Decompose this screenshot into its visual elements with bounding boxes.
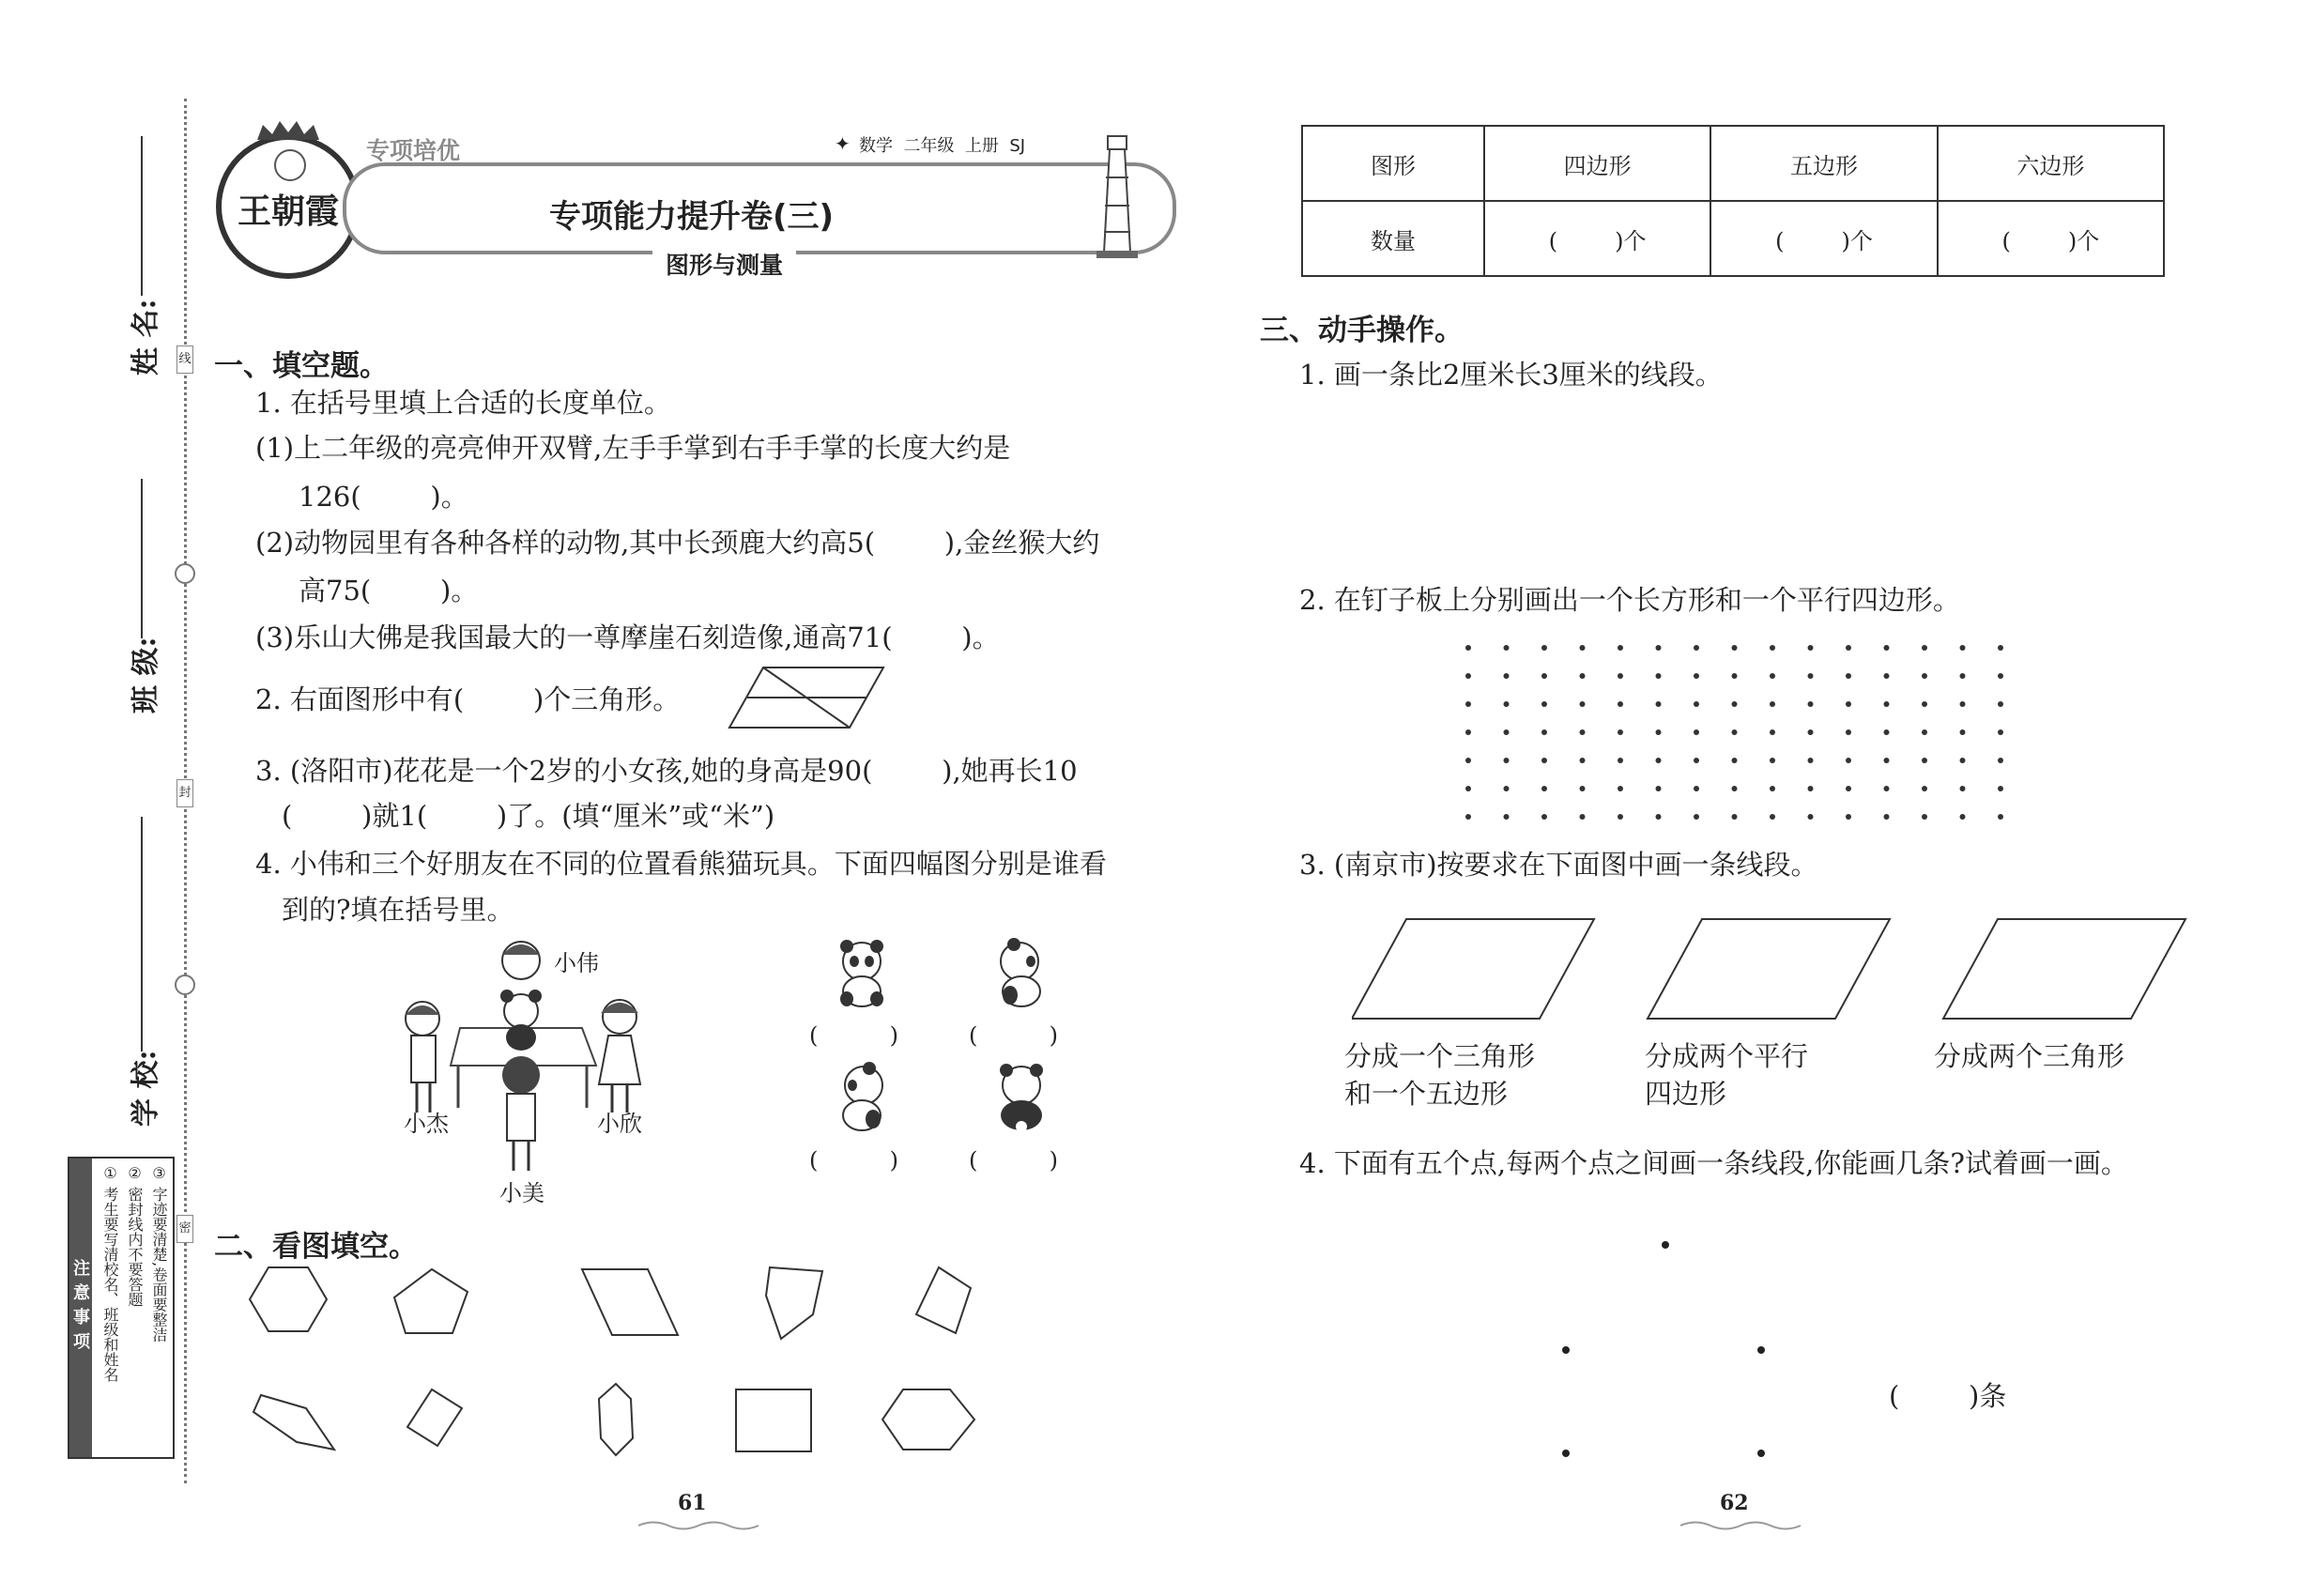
parallelogram-1 [582,1269,678,1335]
peg-dot[interactable] [1808,645,1814,651]
point-mid-left [1562,1346,1570,1354]
table-head-hexa: 六边形 [1938,126,2164,201]
segments-answer[interactable]: ( )条 [1889,1380,2007,1412]
peg-dot[interactable] [1770,645,1775,651]
count-hexa-input[interactable]: ( )个 [1938,201,2164,276]
divide-label-b2: 四边形 [1645,1078,1727,1110]
divide-label-b1: 分成两个平行 [1645,1040,1809,1072]
peg-dot[interactable] [1504,814,1510,820]
notice-box [68,1157,175,1459]
peg-dot[interactable] [1884,673,1890,679]
peg-dot[interactable] [1732,786,1738,791]
paper-title: 专项能力提升卷(三) [549,198,835,236]
kid-name-left: 小杰 [404,1111,449,1137]
peg-dot[interactable] [1504,758,1510,763]
peg-dot[interactable] [1694,786,1699,791]
point-mid-right [1757,1346,1765,1354]
book-meta: 数学 二年级 上册 SJ [859,136,1026,156]
peg-dot[interactable] [1465,729,1471,735]
point-bottom-right [1757,1450,1765,1457]
seal-mark-secret: 密 [176,1215,193,1243]
peg-dot[interactable] [1656,701,1662,707]
peg-dot[interactable] [1884,645,1890,651]
panda-view-4 [993,1061,1050,1134]
peg-dot[interactable] [1465,758,1471,763]
header-banner [211,117,1197,277]
peg-dot[interactable] [1465,786,1471,791]
peg-dot[interactable] [1732,673,1738,679]
peg-dot[interactable] [1998,814,2003,820]
page-number-right: 62 [1720,1491,1749,1515]
peg-dot[interactable] [1732,701,1738,707]
peg-dot[interactable] [1960,701,1966,707]
peg-dot[interactable] [1541,645,1547,651]
peg-dot[interactable] [1504,673,1510,679]
hands-on-q1: 1. 画一条比2厘米长3厘米的线段。 [1299,359,1723,391]
peg-dot[interactable] [1846,814,1851,820]
parallelogram-b [1648,919,1890,1019]
peg-dot[interactable] [1884,786,1890,791]
notice-1: ① 考生要写清校名、班级和姓名 [101,1164,119,1383]
peg-dot[interactable] [1656,673,1662,679]
hexagon-2 [599,1384,633,1455]
peg-dot[interactable] [1998,729,2003,735]
badge-label: 专项培优 [366,137,461,164]
logo-portrait-icon [274,149,306,181]
question-1-2a: (2)动物园里有各种各样的动物,其中长颈鹿大约高5( ),金丝猴大约 [255,527,1100,559]
hexagon-3 [882,1389,974,1450]
section-hands-on: 三、动手操作。 [1260,314,1464,347]
notice-2: ② 密封线内不要答题 [126,1164,144,1308]
peg-dot[interactable] [1998,645,2003,651]
kid-name-top: 小伟 [554,950,599,976]
peg-dot[interactable] [1960,673,1966,679]
pentagon-3 [253,1395,334,1450]
panda-view-3 [834,1061,890,1134]
peg-dot[interactable] [1580,701,1586,707]
peg-dot[interactable] [1960,758,1966,763]
peg-dot[interactable] [1656,758,1662,763]
peg-dot[interactable] [1808,673,1814,679]
peg-dot[interactable] [1504,645,1510,651]
peg-dot[interactable] [1998,701,2003,707]
peg-dot[interactable] [1541,814,1547,820]
peg-dot[interactable] [1808,758,1814,763]
peg-dot[interactable] [1618,729,1623,735]
peg-dot[interactable] [1922,814,1927,820]
peg-dot[interactable] [1732,758,1738,763]
peg-dot[interactable] [1770,729,1775,735]
peg-dot[interactable] [1541,673,1547,679]
panda-view-1 [834,937,890,1010]
logo-text: 王朝霞 [237,192,339,231]
polygon-shapes [244,1258,995,1474]
peg-dot[interactable] [1922,729,1927,735]
peg-dot[interactable] [1998,673,2003,679]
peg-dot[interactable] [1884,701,1890,707]
seal-mark-seal: 封 [176,779,193,807]
peg-dot[interactable] [1694,729,1699,735]
table-row-count-label: 数量 [1302,201,1484,276]
peg-dot[interactable] [1504,701,1510,707]
question-3a: 3. (洛阳市)花花是一个2岁的小女孩,她的身高是90( ),她再长10 [255,755,1078,787]
peg-dot[interactable] [1580,814,1586,820]
question-1-1b: 126( )。 [299,481,468,513]
pentagon-1 [394,1269,468,1333]
peg-dot[interactable] [1960,645,1966,651]
hands-on-q2: 2. 在钉子板上分别画出一个长方形和一个平行四边形。 [1299,584,1960,616]
meta-star-icon: ✦ [835,132,851,155]
panda-answer-4[interactable]: ( ) [969,1147,1059,1174]
peg-dot[interactable] [1808,786,1814,791]
peg-dot[interactable] [1884,729,1890,735]
peg-dot[interactable] [1694,758,1699,763]
hexagon-1 [250,1267,327,1331]
notice-title: 注意事项 [69,1159,92,1457]
seal-circle-icon [175,563,195,584]
hands-on-q4: 4. 下面有五个点,每两个点之间画一条线段,你能画几条?试着画一画。 [1299,1147,2128,1179]
kids-viewing-panda-scene [394,934,667,1188]
peg-dot[interactable] [1770,786,1775,791]
peg-dot[interactable] [1770,701,1775,707]
panda-answer-3[interactable]: ( ) [809,1147,899,1174]
peg-dot[interactable] [1694,701,1699,707]
question-1-3: (3)乐山大佛是我国最大的一尊摩崖石刻造像,通高71( )。 [255,622,1000,653]
page-number-left: 61 [678,1491,707,1515]
point-bottom-left [1562,1450,1570,1457]
peg-dot[interactable] [1504,729,1510,735]
quadrilateral-1 [916,1267,971,1333]
peg-dot[interactable] [1694,814,1699,820]
kid-name-bottom: 小美 [499,1180,544,1206]
peg-dot[interactable] [1960,814,1966,820]
class-line [141,479,143,638]
peg-dot[interactable] [1465,645,1471,651]
class-label: 班 级: [130,637,162,714]
lighthouse-icon [1089,130,1145,262]
peg-dot[interactable] [1922,673,1927,679]
peg-dot[interactable] [1998,758,2003,763]
point-top [1662,1241,1669,1249]
seal-circle-icon [175,974,195,995]
question-1-2b: 高75( )。 [299,575,479,606]
peg-dot[interactable] [1884,758,1890,763]
crown-icon [255,121,321,140]
binding-strip [0,0,207,1596]
peg-dot[interactable] [1846,701,1851,707]
school-label: 学 校: [130,1050,162,1127]
divide-label-a1: 分成一个三角形 [1344,1040,1536,1072]
paper-subtitle: 图形与测量 [652,247,796,281]
name-label: 姓 名: [130,299,162,376]
brand-logo [216,134,360,279]
peg-dot[interactable] [1960,729,1966,735]
peg-dot[interactable] [1580,729,1586,735]
peg-dot[interactable] [1884,814,1890,820]
triangle-count-figure [728,664,887,731]
seal-mark-line: 线 [176,345,193,374]
peg-dot[interactable] [1694,645,1699,651]
peg-dot[interactable] [1694,673,1699,679]
peg-dot[interactable] [1656,786,1662,791]
five-points[interactable] [1540,1230,1784,1474]
divide-parallelograms[interactable] [1352,915,2197,1028]
peg-dot[interactable] [1922,645,1927,651]
peg-dot[interactable] [1465,814,1471,820]
panda-view-2 [993,937,1050,1010]
peg-dot[interactable] [1846,673,1851,679]
peg-dot[interactable] [1732,645,1738,651]
peg-dot[interactable] [1998,786,2003,791]
peg-dot[interactable] [1922,758,1927,763]
peg-dot[interactable] [1922,701,1927,707]
peg-dot[interactable] [1541,786,1547,791]
table-head-shape: 图形 [1302,126,1484,201]
question-4b: 到的?填在括号里。 [282,894,514,926]
peg-dot[interactable] [1580,673,1586,679]
peg-dot[interactable] [1960,786,1966,791]
section-look-fill: 二、看图填空。 [214,1230,418,1264]
parallelogram-c [1943,919,2185,1019]
name-line [141,136,143,296]
parallelogram-a [1352,919,1594,1019]
peg-dot[interactable] [1618,701,1623,707]
peg-dot[interactable] [1618,673,1623,679]
peg-dot[interactable] [1770,758,1775,763]
peg-dot[interactable] [1808,729,1814,735]
peg-dot[interactable] [1541,729,1547,735]
pentagon-2 [766,1267,822,1339]
divide-label-a2: 和一个五边形 [1344,1078,1509,1110]
peg-dot[interactable] [1770,673,1775,679]
footer-wave-right [1680,1519,1802,1532]
section-fill-blanks: 一、填空题。 [214,349,389,383]
peg-dot[interactable] [1580,758,1586,763]
peg-dot[interactable] [1808,701,1814,707]
footer-wave-left [638,1519,760,1532]
peg-dot[interactable] [1846,645,1851,651]
question-1-1a: (1)上二年级的亮亮伸开双臂,左手手掌到右手手掌的长度大约是 [255,432,1011,464]
peg-dot[interactable] [1846,758,1851,763]
notice-3: ③ 字迹要清楚,卷面要整洁 [150,1164,168,1343]
question-3b: ( )就1( )了。(填“厘米”或“米”) [282,800,775,832]
peg-dot[interactable] [1922,786,1927,791]
peg-dot[interactable] [1732,729,1738,735]
parallelogram-2 [407,1389,462,1446]
peg-dot[interactable] [1808,814,1814,820]
peg-dot[interactable] [1541,701,1547,707]
table-head-penta: 五边形 [1710,126,1937,201]
peg-dot[interactable] [1465,701,1471,707]
question-1: 1. 在括号里填上合适的长度单位。 [255,387,671,419]
peg-dot[interactable] [1770,814,1775,820]
peg-dot[interactable] [1618,786,1623,791]
school-line [141,817,143,1051]
peg-dot[interactable] [1504,786,1510,791]
peg-dot[interactable] [1656,814,1662,820]
peg-dot[interactable] [1541,758,1547,763]
peg-dot[interactable] [1580,645,1586,651]
question-2: 2. 右面图形中有( )个三角形。 [255,683,681,715]
peg-dot[interactable] [1618,758,1623,763]
peg-dot[interactable] [1618,814,1623,820]
divide-label-c1: 分成两个三角形 [1934,1040,2125,1072]
peg-dot[interactable] [1618,645,1623,651]
shape-count-table [1301,125,2165,277]
peg-dot[interactable] [1732,814,1738,820]
panda-answer-1[interactable]: ( ) [809,1022,899,1049]
hands-on-q3: 3. (南京市)按要求在下面图中画一条线段。 [1299,849,1818,881]
peg-dot[interactable] [1846,729,1851,735]
panda-answer-2[interactable]: ( ) [969,1022,1059,1049]
peg-dot[interactable] [1465,673,1471,679]
question-4a: 4. 小伟和三个好朋友在不同的位置看熊猫玩具。下面四幅图分别是谁看 [255,848,1107,880]
peg-dot[interactable] [1656,729,1662,735]
table-head-quad: 四边形 [1484,126,1710,201]
count-quad-input[interactable]: ( )个 [1484,201,1710,276]
count-penta-input[interactable]: ( )个 [1710,201,1937,276]
nail-board[interactable] [1455,638,2018,826]
square-1 [736,1389,811,1451]
peg-dot[interactable] [1846,786,1851,791]
peg-dot[interactable] [1580,786,1586,791]
kid-name-right: 小欣 [597,1111,642,1137]
peg-dot[interactable] [1656,645,1662,651]
